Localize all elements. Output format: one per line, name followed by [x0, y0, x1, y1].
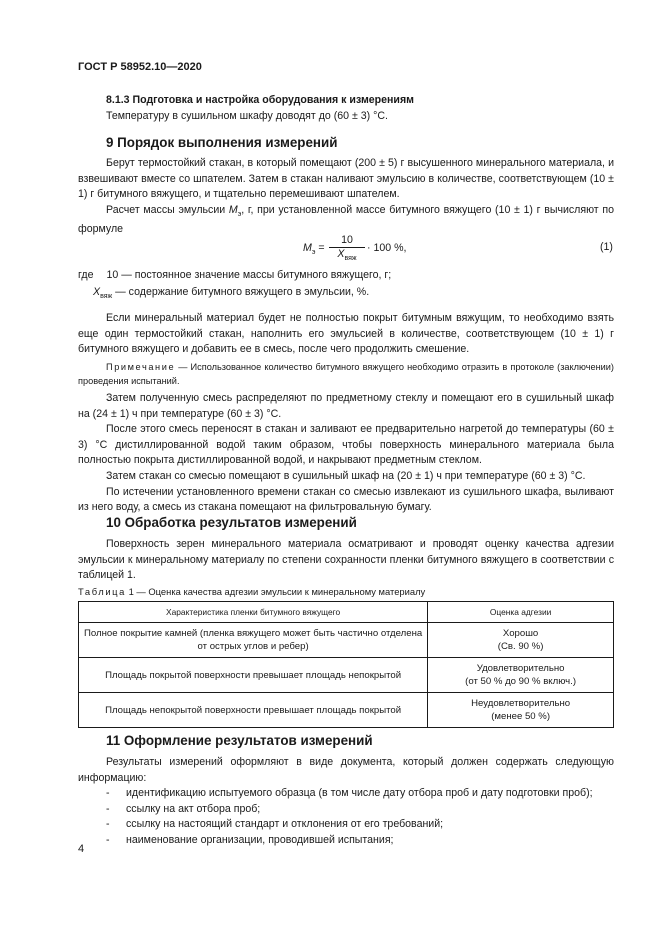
legend-line [78, 284, 614, 305]
section-title: 11 Оформление результатов измерений [106, 733, 373, 748]
list-item [106, 786, 614, 802]
list-item-text: ссылку на акт отбора проб; [126, 802, 261, 815]
table-header-row [79, 602, 614, 623]
paragraph: Результаты измерений оформляют в виде документа, который должен содержать следующую информацию: [78, 756, 614, 784]
table-caption-text: 1 — Оценка качества адгезии эмульсии к минеральному материалу [125, 586, 426, 597]
table-row [79, 623, 614, 658]
list-item-text: ссылку на настоящий стандарт и отклонения от его требований; [126, 818, 444, 831]
list-item [106, 817, 614, 833]
section-8-1-3 [78, 93, 614, 124]
fraction-denominator [329, 247, 365, 265]
section-9-body-3 [78, 391, 614, 516]
document-header: ГОСТ Р 58952.10—2020 [78, 61, 202, 73]
list-item-text: идентификацию испытуемого образца (в том числе дату отбора проб и дату подготовки проб); [126, 787, 593, 800]
section-title: 9 Порядок выполнения измерений [106, 135, 338, 150]
section-10-body [78, 537, 614, 584]
table-cell: Площадь покрытой поверхности превышает площадь непокрытой [79, 658, 428, 693]
formula-fraction [329, 234, 365, 265]
paragraph: Поверхность зерен минерального материала осматривают и проводят оценку качества адгезии эмульсии к минеральному материалу по степени сохранности пленки битумного вяжущего в соответствии с таблицей 1. [78, 538, 614, 582]
list-item [106, 833, 614, 849]
list-dash: - [106, 818, 110, 831]
table-cell: Полное покрытие камней (пленка вяжущего может быть частично отделена от острых углов и ребер) [79, 623, 428, 658]
paragraph: Берут термостойкий стакан, в который помещают (200 ± 5) г высушенного минерального материала, и взвешивают вместе со шпателем. Затем в стакан наливают эмульсию в количестве, соответствующем (10 ± 1) г битумного вяжущего, и тщательно перемешивают шпателем. [78, 157, 614, 201]
text-span: , г, при установленной массе битумного вяжущего (10 ± 1) г вычисляют по формуле [78, 203, 614, 236]
page-number: 4 [78, 843, 85, 855]
paragraph: После этого смесь переносят в стакан и заливают ее предварительно нагретой до температуры (60 ± 3) °С дистиллированной водой таким образом, чтобы поверхность минерального материала была полностью покрыта дистиллированной водой, и накрывают предметным стеклом. [78, 423, 614, 467]
variable: М [228, 203, 238, 216]
section-9-body-2 [78, 311, 614, 358]
note-paragraph [78, 361, 614, 388]
note [78, 361, 614, 388]
section-title: 10 Обработка результатов измерений [106, 515, 357, 530]
rating: Неудовлетворительно [471, 698, 571, 709]
legend-var: Х [93, 286, 101, 298]
table-header-cell: Характеристика пленки битумного вяжущего [79, 602, 428, 623]
table-cell [428, 623, 614, 658]
section-11-title-block [78, 733, 614, 749]
formula-var-sub: э [311, 249, 316, 257]
formula-legend [78, 267, 614, 305]
formula-var: М [303, 242, 312, 254]
rating: Удовлетворительно [476, 663, 565, 674]
note-label: Примечание [106, 362, 176, 372]
legend-where: где [78, 269, 94, 281]
table-row [79, 658, 614, 693]
rating: Хорошо [502, 628, 539, 639]
list-item [106, 802, 614, 818]
rating-range: (Св. 90 %) [497, 641, 544, 652]
table-cell: Площадь непокрытой поверхности превышает площадь покрытой [79, 693, 428, 728]
table-caption [78, 586, 425, 597]
paragraph: Затем полученную смесь распределяют по предметному стеклу и помещают его в сушильный шкаф на (24 ± 1) ч при температуре (60 ± 3) °С. [78, 392, 614, 420]
paragraph: Если минеральный материал будет не полностью покрыт битумным вяжущим, то необходимо взять еще один термостойкий стакан, наполнить его эмульсией в количестве, соответствующем (10 ± 1) г битумного вяжущего и добавить ее в смесь, после чего продолжить смешение. [78, 312, 614, 356]
table-header-cell: Оценка адгезии [428, 602, 614, 623]
formula-var: Х [337, 248, 345, 260]
adhesion-table-wrap [78, 601, 614, 728]
adhesion-table [78, 601, 614, 728]
legend-text: 10 — постоянное значение массы битумного вяжущего, г; [106, 269, 392, 281]
subsection-title: 8.1.3 Подготовка и настройка оборудования к измерениям [106, 94, 414, 106]
legend-var-sub: вяж [100, 293, 113, 301]
list-item-text: наименование организации, проводившей испытания; [126, 833, 394, 846]
section-9-title-block [78, 135, 614, 151]
list-dash: - [106, 833, 110, 846]
list-dash: - [106, 802, 110, 815]
paragraph-formula-intro [78, 203, 614, 238]
text-span: Расчет массы эмульсии [106, 203, 229, 216]
section-9-body [78, 156, 614, 238]
equation-number: (1) [600, 241, 613, 253]
table-cell [428, 658, 614, 693]
formula-eq: = [315, 242, 325, 254]
paragraph: Температуру в сушильном шкафу доводят до (60 ± 3) °С. [106, 109, 388, 122]
section-10-title-block [78, 515, 614, 531]
note-text: — Использованное количество битумного вяжущего необходимо отразить в протоколе (заключении) проведения испытаний. [78, 362, 614, 386]
fraction-numerator: 10 [341, 234, 353, 246]
formula-lhs [303, 242, 325, 256]
paragraph: Затем стакан со смесью помещают в сушильный шкаф на (20 ± 1) ч при температуре (60 ± 3) °С. [106, 469, 586, 482]
variable-subscript: э [237, 210, 242, 218]
paragraph: По истечении установленного времени стакан со смесью извлекают из сушильного шкафа, выливают из него воду, а смесь из стакана помещают на фильтровальную бумагу. [78, 485, 614, 514]
section-11-body [78, 755, 614, 849]
list-dash: - [106, 787, 110, 800]
table-label: Таблица [78, 586, 126, 597]
table-row [79, 693, 614, 728]
legend-text: — содержание битумного вяжущего в эмульсии, %. [112, 286, 370, 298]
legend-line [78, 267, 614, 284]
rating-range: (от 50 % до 90 % включ.) [465, 676, 577, 687]
rating-range: (менее 50 %) [491, 711, 551, 722]
formula-rhs: · 100 %, [367, 242, 407, 254]
formula-var-sub: вяж [344, 255, 357, 263]
table-cell [428, 693, 614, 728]
